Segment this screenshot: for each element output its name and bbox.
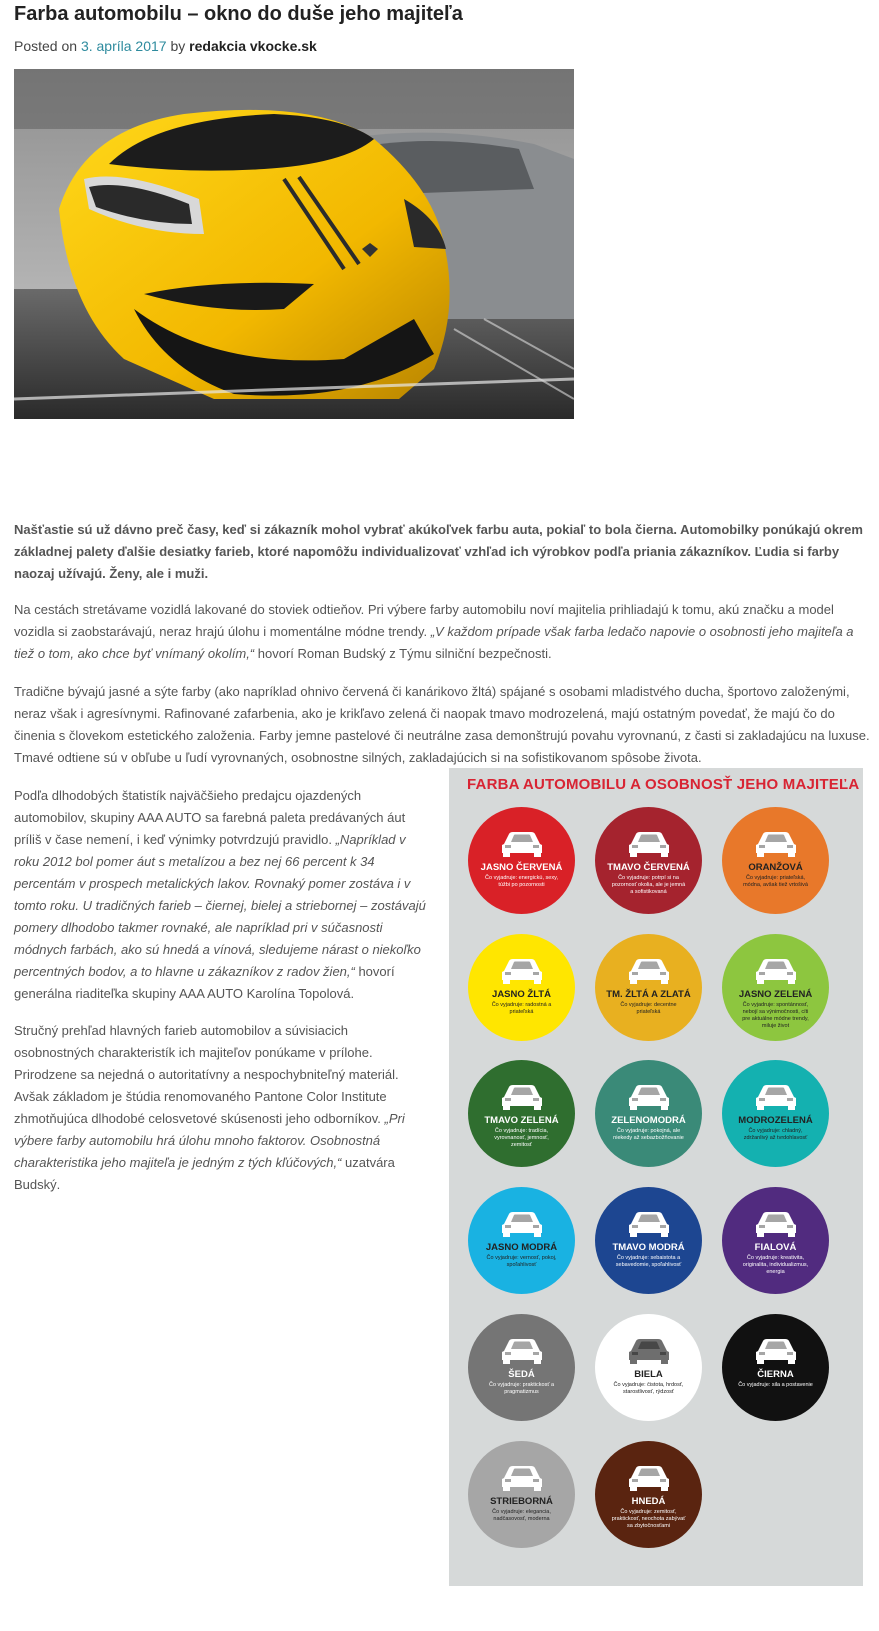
- infographic-car-color-personality: [449, 768, 863, 1586]
- color-circle: [722, 934, 829, 1041]
- car-icon: [501, 1338, 543, 1364]
- color-description: Čo vyjadruje: radostná a priateľská: [491, 1002, 552, 1015]
- car-icon: [501, 831, 543, 857]
- color-circle: [595, 1060, 702, 1167]
- car-icon: [628, 1211, 670, 1237]
- color-description: Čo vyjadruje: spontánnosť, nebojí sa výnimočnosti, cíti pre aktuálne módne trendy, miluje život: [742, 1002, 809, 1029]
- color-circle: [468, 1060, 575, 1167]
- paragraph-3: Tradične bývajú jasné a sýte farby (ako napríklad ohnivo červená či kanárikovo žltá) spájané s osobami mladistvého ducha, športovo založenými, neraz však i agresívnymi. Rafinované zafarbenia, ako je krikľavo zelená či naopak tmavo modrozelená, majú ostatným povedať, že majú čo do činenia s človekom estetického založenia. Farby jemne pastelové či neutrálne zasa demonštrujú povahu vyrovnanú, z časti si zakladajúcu na luxuse. Tmavé odtiene sú v obľube u ľudí vyrovnaných, osobnostne silných, zakladajúcich si na sofistikovanom spôsobe života.: [14, 684, 870, 765]
- color-description: Čo vyjadruje: priateľská, módna, avšak tiež vrtošivá: [743, 875, 808, 888]
- color-circle: [468, 1187, 575, 1294]
- color-circle: [468, 1314, 575, 1421]
- color-circle: [595, 1441, 702, 1548]
- paragraph-5-text-b: uzatvára Budský.: [14, 1155, 395, 1192]
- color-name: ČIERNA: [757, 1369, 794, 1380]
- color-circle: [468, 807, 575, 914]
- color-circle: [468, 934, 575, 1041]
- post-meta: [14, 38, 317, 54]
- car-icon: [501, 1211, 543, 1237]
- paragraph-4-text-a: Podľa dlhodobých štatistík najväčšieho predajcu ojazdených automobilov, skupiny AAA AUTO sa farebná paleta predávaných áut príliš v čase nemení, i keď výnimky potvrdzujú pravidlo.: [14, 788, 406, 847]
- paragraph-4: [14, 785, 429, 1005]
- color-description: Čo vyjadruje: praktickosť a pragmatizmus: [488, 1382, 555, 1395]
- car-icon: [755, 1084, 797, 1110]
- car-icon: [628, 1465, 670, 1491]
- paragraph-5: [14, 1020, 429, 1196]
- color-description: Čo vyjadruje: sila a postavenie: [738, 1382, 813, 1388]
- color-circle: [595, 1314, 702, 1421]
- color-circle: [722, 807, 829, 914]
- color-name: TMAVO MODRÁ: [612, 1242, 685, 1253]
- color-name: JASNO MODRÁ: [485, 1242, 558, 1253]
- paragraph-2-text-b: hovorí Roman Budský z Týmu silniční bezpečnosti.: [254, 646, 552, 661]
- color-circle: [468, 1441, 575, 1548]
- car-icon: [501, 958, 543, 984]
- car-photo: [14, 69, 574, 419]
- color-description: Čo vyjadruje: sebaistota a sebavedomie, spoľahlivosť: [615, 1255, 682, 1268]
- paragraph-4-quote: „Napríklad v roku 2012 bol pomer áut s metalízou a bez nej 66 percent k 34 percentám v prospech metalických lakov. Rovnaký pomer zostáva i v tomto roku. U tradičných farieb – čiernej, bielej a striebornej – zostávajú pomery dlhodobo takmer rovnaké, ale napríklad pri v súčasnosti módnych farbách, ako sú hnedá a vínová, sledujeme nárast o niekoľko percentných bodov, a to hlavne u zákazníkov z radov žien,“: [14, 832, 426, 979]
- paragraph-5-text-a: Stručný prehľad hlavných farieb automobilov a súvisiacich osobnostných charakteristík ich majiteľov ponúkame v prílohe. Prirodzene sa nejedná o autoritatívny a nespochybniteľný materiál. Avšak základom je štúdia renomovaného Pantone Color Institute zhmotňujúca dlhodobé celosvetové skúsenosti jeho odborníkov.: [14, 1023, 399, 1126]
- color-name: BIELA: [634, 1369, 663, 1380]
- color-circle: [722, 1060, 829, 1167]
- color-circle: [595, 934, 702, 1041]
- color-name: MODROZELENÁ: [738, 1115, 813, 1126]
- color-name: ŠEDÁ: [508, 1369, 535, 1380]
- color-name: JASNO ŽLTÁ: [492, 989, 551, 1000]
- color-circle: [595, 1187, 702, 1294]
- by-label: by: [170, 38, 186, 54]
- car-icon: [755, 1211, 797, 1237]
- hero-image-yellow-sports-car: [14, 69, 574, 419]
- car-icon: [501, 1084, 543, 1110]
- color-name: STRIEBORNÁ: [490, 1496, 553, 1507]
- infographic-title: FARBA AUTOMOBILU A OSOBNOSŤ JEHO MAJITEĽA: [467, 776, 860, 793]
- color-name: TMAVO ČERVENÁ: [607, 862, 690, 873]
- car-icon: [628, 831, 670, 857]
- color-description: Čo vyjadruje: vernosť, pokoj, spoľahlivosť: [486, 1255, 557, 1268]
- color-description: Čo vyjadruje: decentne priateľská: [620, 1002, 677, 1015]
- color-description: Čo vyjadruje: potrpí si na pozornosť okolia, ale je jemná a sofistikovaná: [611, 875, 686, 895]
- author-link[interactable]: redakcia vkocke.sk: [189, 38, 317, 54]
- color-name: TM. ŽLTÁ A ZLATÁ: [606, 989, 691, 1000]
- car-icon: [755, 1338, 797, 1364]
- color-description: Čo vyjadruje: zemitosť, praktickosť, neochota zabývať sa zbytočnosťami: [611, 1509, 686, 1529]
- car-icon: [501, 1465, 543, 1491]
- car-icon: [628, 958, 670, 984]
- color-description: Čo vyjadruje: elegancia, nadčasovosť, moderna: [492, 1509, 551, 1522]
- color-description: Čo vyjadruje: pokojná, ale niekedy až sebazbožňovanie: [613, 1128, 684, 1141]
- color-name: TMAVO ZELENÁ: [484, 1115, 559, 1126]
- car-icon: [755, 958, 797, 984]
- post-date-link[interactable]: 3. apríla 2017: [80, 38, 167, 54]
- color-name: ZELENOMODRÁ: [611, 1115, 686, 1126]
- color-circle: [722, 1187, 829, 1294]
- color-description: Čo vyjadruje: čistota, hrdosť, starostlivosť, rýdzosť: [613, 1382, 684, 1395]
- paragraph-2-quote: „V každom prípade však farba ledačo napovie o osobnosti jeho majiteľa a tiež o tom, ako chce byť vnímaný okolím,“: [14, 624, 854, 661]
- car-icon: [628, 1338, 670, 1364]
- paragraph-4-text-b: hovorí generálna riaditeľka skupiny AAA AUTO Karolína Topolová.: [14, 964, 395, 1001]
- color-name: ORANŽOVÁ: [748, 862, 803, 873]
- paragraph-2-text-a: Na cestách stretávame vozidlá lakované do stoviek odtieňov. Pri výbere farby automobilu noví majitelia prihliadajú k tomu, akú značku a model vozidla si zaobstarávajú, neraz hrajú úlohu i momentálne módne trendy.: [14, 602, 834, 639]
- color-circle: [595, 807, 702, 914]
- article-title: Farba automobilu – okno do duše jeho majiteľa: [14, 3, 463, 25]
- paragraph-5-quote: „Pri výbere farby automobilu hrá úlohu mnoho faktorov. Osobnostná charakteristika jeho majiteľa je jedným z tých kľúčových,“: [14, 1111, 405, 1170]
- color-description: Čo vyjadruje: energickú, sexy, túžbi po pozornosti: [485, 875, 558, 888]
- car-icon: [755, 831, 797, 857]
- paragraph-2: [14, 599, 870, 665]
- color-name: JASNO ČERVENÁ: [480, 862, 563, 873]
- posted-on-label: Posted on: [14, 38, 78, 54]
- lead-paragraph: Našťastie sú už dávno preč časy, keď si zákazník mohol vybrať akúkoľvek farbu auta, pokiaľ to bola čierna. Automobilky ponúkajú okrem základnej palety ďalšie desiatky farieb, ktoré napomôžu individualizovať vzhľad ich výrobkov podľa priania zákazníkov. Ľudia si farby naozaj užívajú. Ženy, ale i muži.: [14, 522, 863, 581]
- color-description: Čo vyjadruje: chladný, zdržanlivý až tvrdohlavosť: [743, 1128, 808, 1141]
- color-name: HNEDÁ: [631, 1496, 666, 1507]
- car-icon: [628, 1084, 670, 1110]
- color-description: Čo vyjadruje: tradícia, vyrovnanosť, jemnosť, zemitosť: [494, 1128, 549, 1148]
- color-name: FIALOVÁ: [754, 1242, 797, 1253]
- color-name: JASNO ZELENÁ: [738, 989, 813, 1000]
- color-description: Čo vyjadruje: kreativita, originalita, individualizmus, energia: [742, 1255, 809, 1275]
- color-circle: [722, 1314, 829, 1421]
